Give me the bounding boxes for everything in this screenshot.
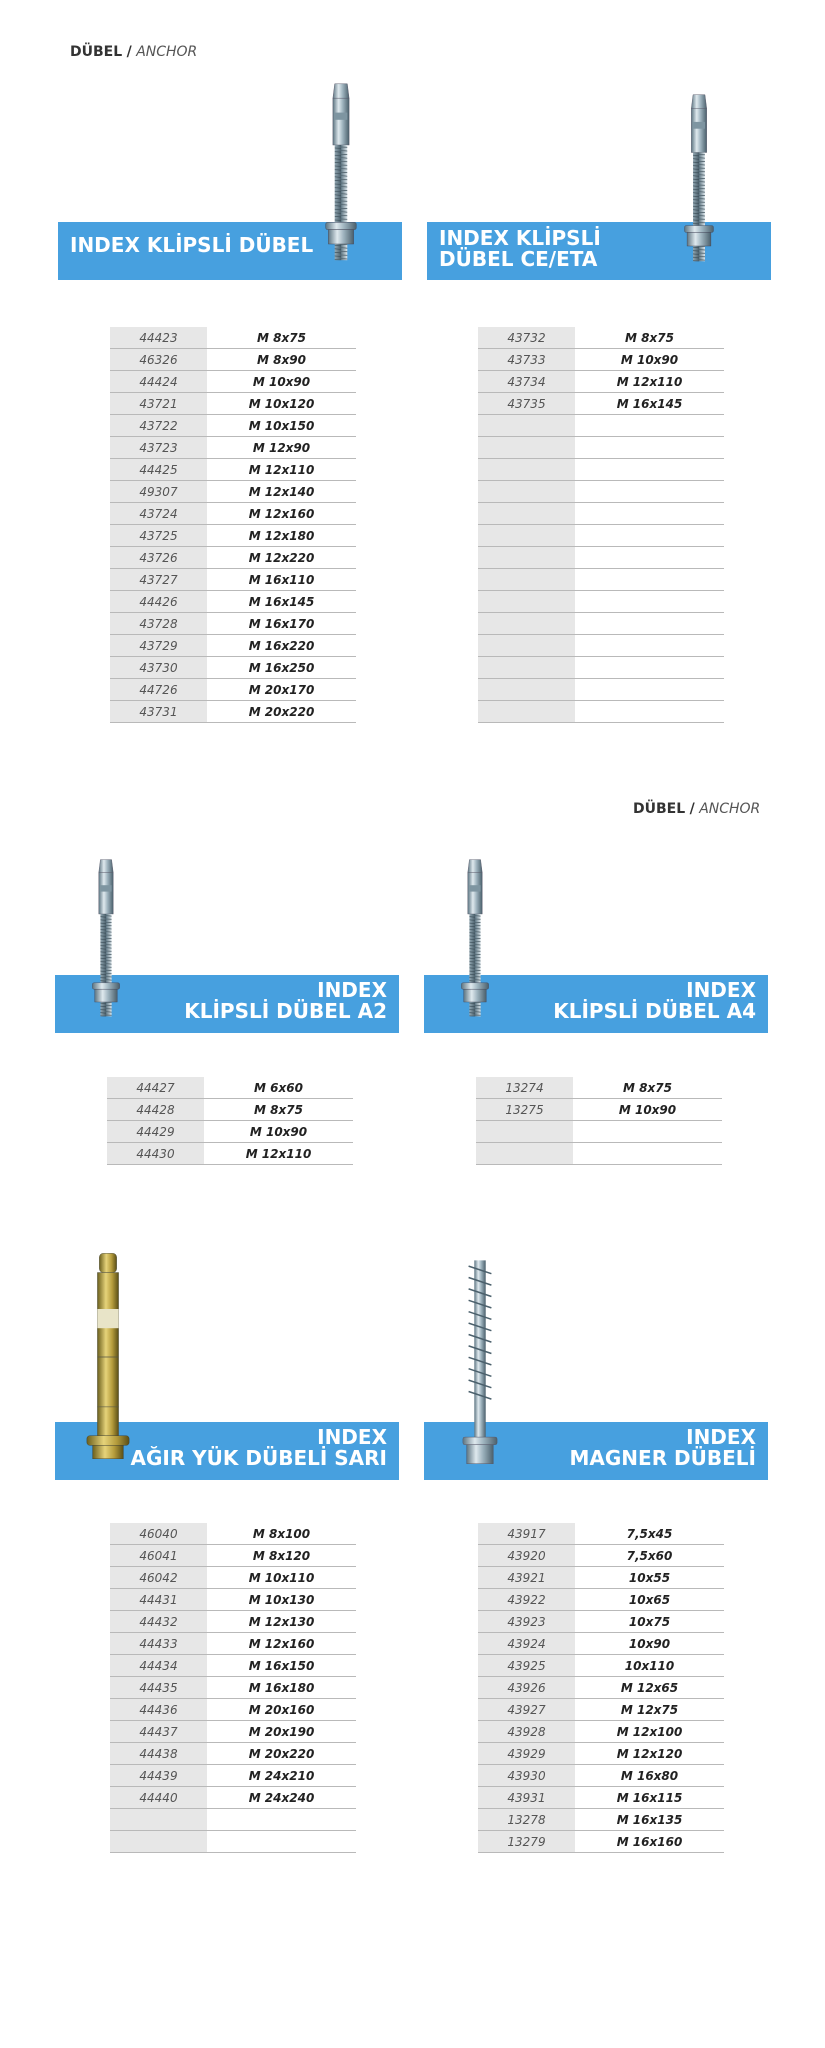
product-size: M 16x160 [575,1831,724,1853]
table-row [110,1589,356,1611]
product-code: 43728 [110,613,207,635]
product-size: M 10x150 [207,415,356,437]
product-size [575,437,724,459]
product-size: M 10x90 [573,1099,722,1121]
product-code: 13279 [478,1831,575,1853]
product-code: 43930 [478,1765,575,1787]
product-title-line-1: INDEX [686,978,756,1002]
product-code: 46326 [110,349,207,371]
product-code: 46042 [110,1567,207,1589]
wedge-anchor-icon [90,853,122,1023]
product-code [478,613,575,635]
table-row [110,481,356,503]
product-size: M 12x100 [575,1721,724,1743]
product-code: 13274 [476,1077,573,1099]
product-code: 44429 [107,1121,204,1143]
product-size: M 12x160 [207,503,356,525]
product-size [575,569,724,591]
product-size: M 10x120 [207,393,356,415]
product-code: 44431 [110,1589,207,1611]
header-bold: DÜBEL [633,801,686,817]
product-code: 43727 [110,569,207,591]
concrete-screw-icon [461,1258,499,1468]
product-size: M 12x75 [575,1699,724,1721]
product-code [478,635,575,657]
header-separator: / [689,801,695,817]
product-size: M 20x190 [207,1721,356,1743]
product-code: 44435 [110,1677,207,1699]
product-code [478,437,575,459]
product-code [478,679,575,701]
header-separator: / [126,44,132,60]
table-row [110,1765,356,1787]
table-row [110,327,356,349]
product-code: 44437 [110,1721,207,1743]
table-row [478,371,724,393]
product-size: M 20x220 [207,701,356,723]
product-code: 44433 [110,1633,207,1655]
table-row [478,393,724,415]
header-bold: DÜBEL [70,44,123,60]
product-size: M 8x120 [207,1545,356,1567]
product-table [110,327,356,723]
product-size [575,547,724,569]
product-size: M 16x145 [575,393,724,415]
table-row [478,1787,724,1809]
table-row [478,1809,724,1831]
table-row [478,1567,724,1589]
table-row [478,701,724,723]
product-size: M 8x75 [575,327,724,349]
table-row [110,1721,356,1743]
table-row [110,1831,356,1853]
product-size: 10x65 [575,1589,724,1611]
product-size: 10x55 [575,1567,724,1589]
table-row [110,415,356,437]
product-size [575,635,724,657]
product-code [110,1809,207,1831]
table-row [478,415,724,437]
product-size: M 10x90 [204,1121,353,1143]
product-size [575,503,724,525]
product-size [575,481,724,503]
product-code [476,1143,573,1165]
product-size: M 16x170 [207,613,356,635]
product-code [478,415,575,437]
product-title-line-1: INDEX [317,1425,387,1449]
product-size: M 16x180 [207,1677,356,1699]
product-code [476,1121,573,1143]
product-code: 43917 [478,1523,575,1545]
table-row [476,1077,722,1099]
table-row [478,1743,724,1765]
product-code: 43925 [478,1655,575,1677]
product-size [573,1121,722,1143]
table-row [107,1099,353,1121]
product-table [478,1523,724,1853]
table-row [478,503,724,525]
product-size: M 12x110 [207,459,356,481]
product-code: 44427 [107,1077,204,1099]
table-row [476,1099,722,1121]
product-size: M 16x135 [575,1809,724,1831]
wedge-anchor-icon [323,72,359,272]
table-row [110,1655,356,1677]
table-row [478,591,724,613]
table-row [110,1567,356,1589]
product-title-line-2: DÜBEL CE/ETA [439,247,598,271]
table-row [110,613,356,635]
product-size: M 16x80 [575,1765,724,1787]
product-size [575,657,724,679]
product-code: 43923 [478,1611,575,1633]
table-row [478,657,724,679]
product-size: M 12x110 [575,371,724,393]
product-title: INDEX KLİPSLİ DÜBEL [70,233,314,257]
product-size [575,525,724,547]
product-code: 43926 [478,1677,575,1699]
product-code: 44423 [110,327,207,349]
product-size: 7,5x60 [575,1545,724,1567]
table-row [478,525,724,547]
table-row [478,1677,724,1699]
product-code [478,701,575,723]
table-row [478,569,724,591]
product-code [478,657,575,679]
table-row [110,657,356,679]
product-title-line-2: AĞIR YÜK DÜBELİ SARI [130,1446,387,1470]
product-title-line-1: INDEX [317,978,387,1002]
product-size: M 20x220 [207,1743,356,1765]
product-size: M 10x90 [575,349,724,371]
table-row [110,371,356,393]
product-size: M 10x90 [207,371,356,393]
table-row [478,437,724,459]
table-row [478,547,724,569]
product-code: 43725 [110,525,207,547]
product-code: 43931 [478,1787,575,1809]
product-code: 43928 [478,1721,575,1743]
header-italic: ANCHOR [699,801,761,817]
product-code: 44436 [110,1699,207,1721]
page-header [70,44,197,60]
product-title-line-2: MAGNER DÜBELİ [569,1446,756,1470]
table-row [476,1121,722,1143]
product-code: 44432 [110,1611,207,1633]
product-code: 43730 [110,657,207,679]
product-size: M 12x140 [207,481,356,503]
table-row [478,327,724,349]
product-code: 44434 [110,1655,207,1677]
product-size: M 16x110 [207,569,356,591]
product-table [110,1523,356,1853]
table-row [478,1545,724,1567]
heavy-duty-sleeve-anchor-icon [84,1248,132,1466]
product-code [478,569,575,591]
product-code: 43921 [478,1567,575,1589]
product-code: 43929 [478,1743,575,1765]
product-code: 44426 [110,591,207,613]
product-code: 43726 [110,547,207,569]
table-row [110,679,356,701]
product-size: M 12x65 [575,1677,724,1699]
table-row [478,349,724,371]
product-code: 44438 [110,1743,207,1765]
product-size: M 8x75 [204,1099,353,1121]
table-row [110,503,356,525]
table-row [110,569,356,591]
table-row [107,1077,353,1099]
product-size: M 12x90 [207,437,356,459]
product-size: M 24x240 [207,1787,356,1809]
product-code: 43732 [478,327,575,349]
product-table [476,1077,722,1165]
product-code: 43723 [110,437,207,459]
product-code: 43733 [478,349,575,371]
product-size: M 8x75 [573,1077,722,1099]
product-size [575,591,724,613]
product-size: M 6x60 [204,1077,353,1099]
product-size: M 12x110 [204,1143,353,1165]
product-code [478,459,575,481]
table-row [110,635,356,657]
product-code: 43924 [478,1633,575,1655]
product-size: M 10x110 [207,1567,356,1589]
product-code: 43927 [478,1699,575,1721]
product-code: 43721 [110,393,207,415]
product-code: 43729 [110,635,207,657]
product-title-line-2: KLİPSLİ DÜBEL A2 [184,999,387,1023]
table-row [478,635,724,657]
table-row [110,1633,356,1655]
product-code: 44440 [110,1787,207,1809]
wedge-anchor-icon [459,853,491,1023]
table-row [107,1121,353,1143]
table-row [110,1545,356,1567]
table-row [110,437,356,459]
product-code [478,525,575,547]
product-code: 43731 [110,701,207,723]
table-row [110,1699,356,1721]
product-code: 43734 [478,371,575,393]
product-title-line-1: INDEX KLİPSLİ [439,226,601,250]
table-row [110,701,356,723]
product-code: 43724 [110,503,207,525]
product-size: M 8x90 [207,349,356,371]
table-row [476,1143,722,1165]
table-row [478,481,724,503]
product-size [573,1143,722,1165]
page-header [633,801,760,817]
table-row [478,679,724,701]
product-size: M 8x75 [207,327,356,349]
table-row [478,1699,724,1721]
product-size [575,459,724,481]
product-size: 7,5x45 [575,1523,724,1545]
table-row [110,459,356,481]
table-row [478,1523,724,1545]
product-size [575,613,724,635]
product-size [575,701,724,723]
table-row [478,1611,724,1633]
product-size [207,1831,356,1853]
table-row [110,525,356,547]
product-code: 49307 [110,481,207,503]
header-italic: ANCHOR [136,44,198,60]
product-size: M 12x160 [207,1633,356,1655]
product-title-line-1: INDEX [686,1425,756,1449]
table-row [478,1765,724,1787]
product-size: 10x90 [575,1633,724,1655]
product-size: M 12x180 [207,525,356,547]
product-code: 44424 [110,371,207,393]
product-table [478,327,724,723]
product-size: M 16x220 [207,635,356,657]
product-code: 44439 [110,1765,207,1787]
product-size [207,1809,356,1831]
product-title-line-2: KLİPSLİ DÜBEL A4 [553,999,756,1023]
product-code: 13278 [478,1809,575,1831]
product-size: 10x110 [575,1655,724,1677]
table-row [478,1633,724,1655]
product-code: 43735 [478,393,575,415]
product-code: 46040 [110,1523,207,1545]
product-size: M 12x120 [575,1743,724,1765]
product-size: M 16x150 [207,1655,356,1677]
product-size: M 20x170 [207,679,356,701]
product-banner [427,222,771,280]
product-size: M 8x100 [207,1523,356,1545]
product-code [478,481,575,503]
product-size: M 12x220 [207,547,356,569]
product-code [478,591,575,613]
table-row [110,547,356,569]
table-row [110,1787,356,1809]
product-table [107,1077,353,1165]
table-row [478,1721,724,1743]
product-code [478,503,575,525]
table-row [110,1523,356,1545]
table-row [110,393,356,415]
product-size: M 16x115 [575,1787,724,1809]
product-code: 43922 [478,1589,575,1611]
table-row [478,613,724,635]
product-code: 46041 [110,1545,207,1567]
table-row [110,1809,356,1831]
product-code: 44726 [110,679,207,701]
table-row [110,349,356,371]
table-row [478,1831,724,1853]
product-size: M 16x250 [207,657,356,679]
product-code: 43920 [478,1545,575,1567]
product-size [575,679,724,701]
table-row [110,1743,356,1765]
wedge-anchor-icon [682,80,716,276]
product-code [478,547,575,569]
table-row [478,1589,724,1611]
table-row [110,591,356,613]
table-row [478,459,724,481]
product-code: 13275 [476,1099,573,1121]
product-size: M 12x130 [207,1611,356,1633]
table-row [110,1677,356,1699]
product-size [575,415,724,437]
product-code: 44430 [107,1143,204,1165]
product-size: M 24x210 [207,1765,356,1787]
product-code [110,1831,207,1853]
table-row [110,1611,356,1633]
product-size: M 16x145 [207,591,356,613]
table-row [107,1143,353,1165]
table-row [478,1655,724,1677]
product-size: 10x75 [575,1611,724,1633]
product-size: M 20x160 [207,1699,356,1721]
product-size: M 10x130 [207,1589,356,1611]
product-code: 43722 [110,415,207,437]
product-code: 44428 [107,1099,204,1121]
product-code: 44425 [110,459,207,481]
